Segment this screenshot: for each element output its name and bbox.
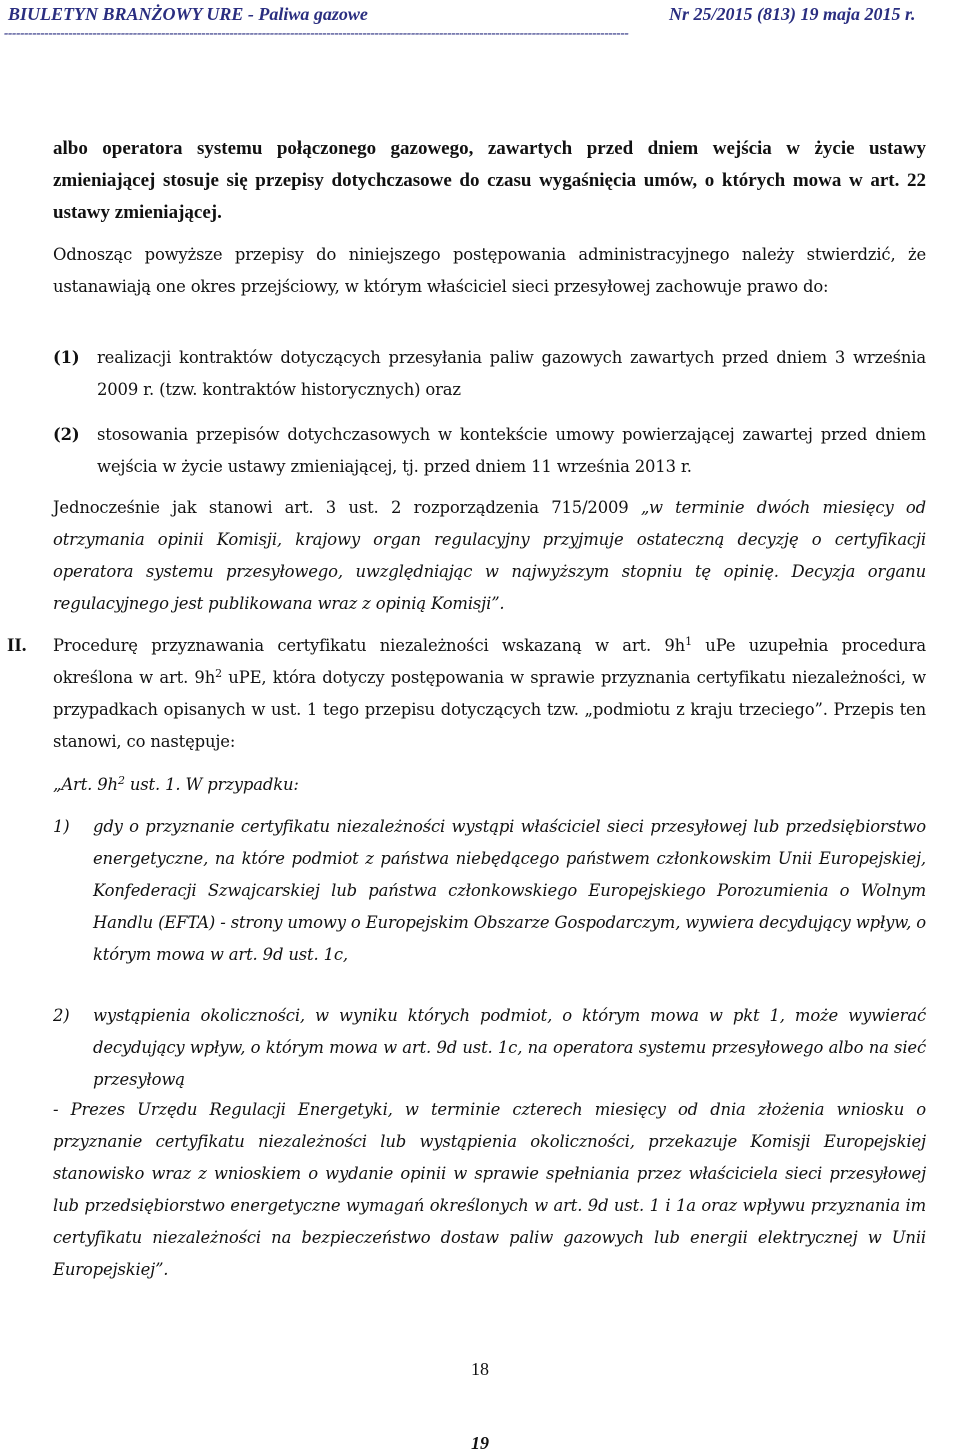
- section-ii-text-3: uPE, która dotyczy postępowania w sprawie przyznania certyfikatu niezależności, w przypadkach opisanych w ust. 1 tego przepisu dotyczących tzw. „podmiotu z kraju trzeciego”. Przepis ten stanowi, co następuje:: [53, 668, 927, 751]
- list-item-number: (1): [53, 348, 80, 367]
- bold-paragraph: albo operatora systemu połączonego gazowego, zawartych przed dniem wejścia w życie ustawy zmieniającej stosuje się przepisy dotychczasowe do czasu wygaśnięcia umów, o których mowa w art. 22 ustawy zmieniającej.: [53, 138, 926, 223]
- intro-paragraph: Odnosząc powyższe przepisy do niniejszego postępowania administracyjnego należy stwierdzić, że ustanawiają one okres przejściowy, w którym właściciel sieci przesyłowej zachowuje prawo do:: [53, 245, 926, 296]
- section-ii-paragraph: [53, 630, 926, 758]
- superscript-1: 1: [685, 635, 692, 648]
- bulletin-header: [0, 4, 960, 26]
- article-heading: [53, 769, 926, 801]
- quote-item-text: wystąpienia okoliczności, w wyniku których podmiot, o którym mowa w pkt 1, może wywierać decydujący wpływ, o którym mowa w art. 9d ust. 1c, na operatora systemu przesyłowego albo na sieć przesyłową: [93, 1006, 926, 1089]
- section-ii-text-2: uPe uzupełnia procedura określona w art. 9h: [53, 636, 926, 687]
- regulation-quote: „w terminie dwóch miesięcy od otrzymania opinii Komisji, krajowy organ regulacyjny przyjmuje ostateczną decyzję o certyfikacji operatora systemu przesyłowego, uwzględniając w najwyższym stopniu tę opinię. Decyzja organu regulacyjnego jest publikowana wraz z opinią Komisji”.: [53, 498, 926, 613]
- regulation-paragraph: [53, 492, 926, 620]
- final-paragraph: - Prezes Urzędu Regulacji Energetyki, w terminie czterech miesięcy od dnia złożenia wniosku o przyznanie certyfikatu niezależności lub wystąpienia okoliczności, przekazuje Komisji Europejskiej stanowisko wraz z wnioskiem o wydanie opinii w sprawie spełniania przez właściciela sieci przesyłowej lub przedsiębiorstwo energetyczne wymagań określonych w art. 9d ust. 1 i 1a oraz wpływu przyznania im certyfikatu niezależności na bezpieczeństwo dostaw paliw gazowych lub energii elektrycznej w Unii Europejskiej”.: [53, 1100, 926, 1279]
- article-superscript: 2: [117, 774, 125, 787]
- article-heading-part-1: „Art. 9h: [53, 775, 118, 794]
- superscript-2: 2: [215, 667, 222, 680]
- quote-item-number: 1): [53, 817, 70, 836]
- list-item-number: (2): [53, 425, 80, 444]
- page-number-inner: 18: [471, 1359, 489, 1379]
- bulletin-title: BIULETYN BRANŻOWY URE - Paliwa gazowe: [8, 4, 368, 24]
- section-ii-text-1: Procedurę przyznawania certyfikatu niezależności wskazaną w art. 9h: [53, 636, 686, 655]
- article-heading-part-2: ust. 1. W przypadku:: [124, 775, 299, 794]
- header-rule: -----------------------------------------------------------------------------------------------------------------------------------------------------------: [4, 27, 629, 39]
- quote-item-number: 2): [53, 1006, 70, 1025]
- section-numeral: II.: [7, 635, 27, 656]
- quote-item-text: gdy o przyznanie certyfikatu niezależności wystąpi właściciel sieci przesyłowej lub przedsiębiorstwo energetyczne, na które podmiot z państwa niebędącego państwem członkowskim Unii Europejskiej, Konfederacji Szwajcarskiej lub państwa członkowskiego Europejskiego Porozumienia o Wolnym Handlu (EFTA) - strony umowy o Europejskim Obszarze Gospodarczym, wywiera decydujący wpływ, o którym mowa w art. 9d ust. 1c,: [93, 817, 926, 964]
- list-item-text: realizacji kontraktów dotyczących przesyłania paliw gazowych zawartych przed dniem 3 września 2009 r. (tzw. kontraktów historycznych) oraz: [97, 348, 926, 399]
- page-number-outer: 19: [471, 1433, 489, 1453]
- list-item-text: stosowania przepisów dotychczasowych w kontekście umowy powierzającej zawartej przed dniem wejścia w życie ustawy zmieniającej, tj. przed dniem 11 września 2013 r.: [97, 425, 926, 476]
- issue-number: Nr 25/2015 (813) 19 maja 2015 r.: [669, 4, 916, 24]
- regulation-lead: Jednocześnie jak stanowi art. 3 ust. 2 rozporządzenia 715/2009: [53, 498, 641, 517]
